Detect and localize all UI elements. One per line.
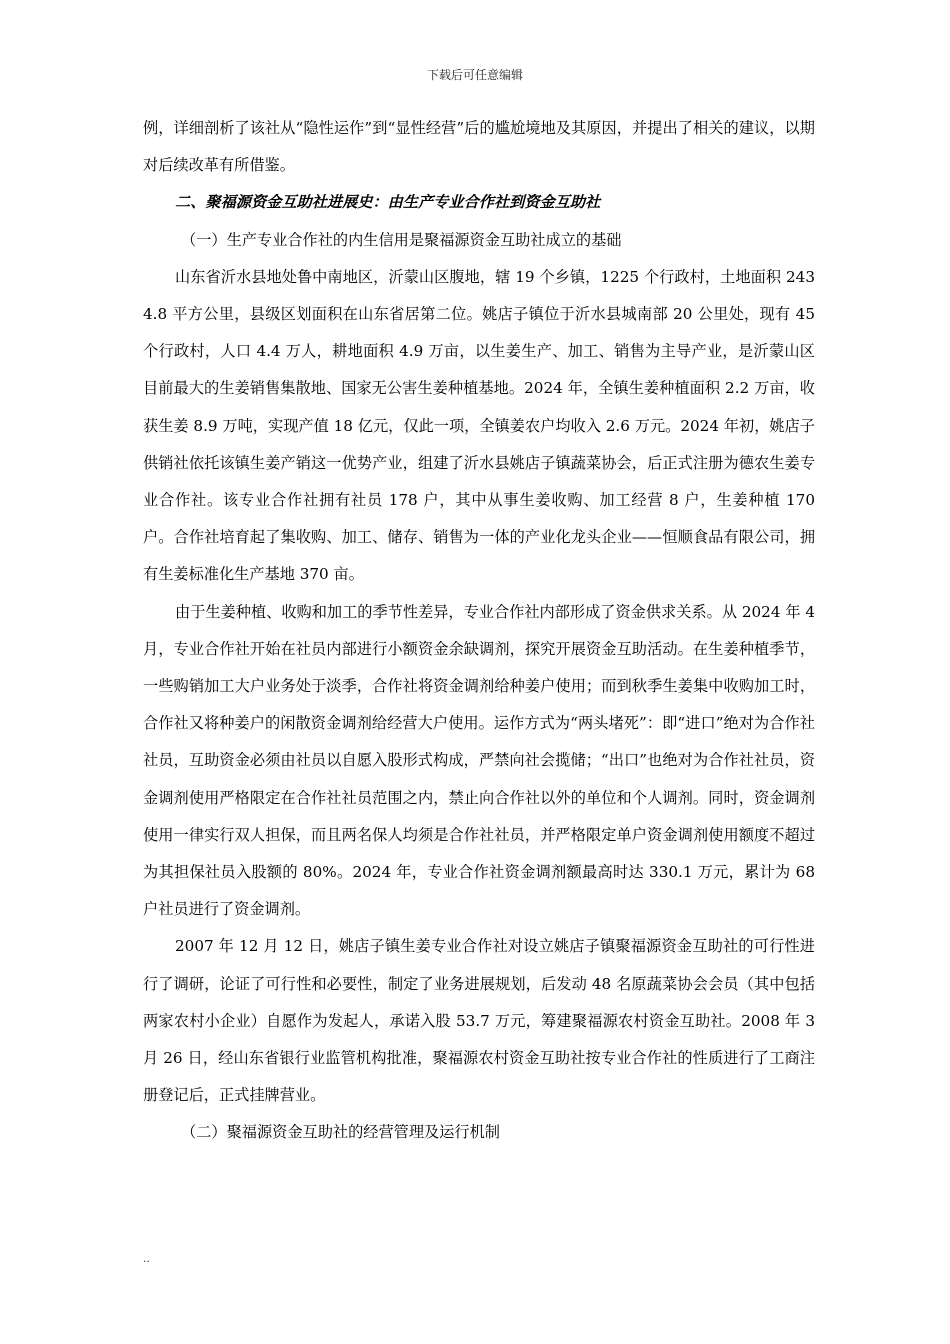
section-heading: 二、聚福源资金互助社进展史：由生产专业合作社到资金互助社	[175, 193, 601, 212]
page-header: 下载后可任意编辑	[426, 68, 523, 82]
subsection-heading-1: （一）生产专业合作社的内生信用是聚福源资金互助社成立的基础	[181, 230, 622, 249]
page-footer: ..	[143, 1252, 150, 1265]
paragraph-county-overview: 山东省沂水县地处鲁中南地区，沂蒙山区腹地，辖 19 个乡镇，1225 个行政村，土地面积 2434.8 平方公里，县级区划面积在山东省居第二位。姚店子镇位于沂水县城南部 20 公里处，现有 45 个行政村，人口 4.4 万人，耕地面积 4.9 万亩，以生姜生产、加工、销售为主导产业，是沂蒙山区目前最大的生姜销售集散地、国家无公害生姜种植基地。2024 年，全镇生姜种植面积 2.2 万亩，收获生姜 8.9 万吨，实现产值 18 亿元，仅此一项，全镇姜农户均收入 2.6 万元。2024 年初，姚店子供销社依托该镇生姜产销这一优势产业，组建了沂水县姚店子镇蔬菜协会，后正式注册为德农生姜专业合作社。该专业合作社拥有社员 178 户，其中从事生姜收购、加工经营 8 户，生姜种植 170 户。合作社培育起了集收购、加工、储存、销售为一体的产业化龙头企业——恒顺食品有限公司，拥有生姜标准化生产基地 370 亩。	[143, 267, 815, 584]
paragraph-fund-adjustment: 由于生姜种植、收购和加工的季节性差异，专业合作社内部形成了资金供求关系。从 2024 年 4 月，专业合作社开始在社员内部进行小额资金余缺调剂，探究开展资金互助活动。在生姜种植季节，一些购销加工大户业务处于淡季，合作社将资金调剂给种姜户使用；而到秋季生姜集中收购加工时，合作社又将种姜户的闲散资金调剂给经营大户使用。运作方式为“两头堵死”：即“进口”绝对为合作社社员，互助资金必须由社员以自愿入股形式构成，严禁向社会揽储；“出口”也绝对为合作社社员，资金调剂使用严格限定在合作社社员范围之内，禁止向合作社以外的单位和个人调剂。同时，资金调剂使用一律实行双人担保，而且两名保人均须是合作社社员，并严格限定单户资金调剂使用额度不超过为其担保社员入股额的 80%。2024 年，专业合作社资金调剂额最高时达 330.1 万元，累计为 68 户社员进行了资金调剂。	[143, 602, 815, 919]
paragraph-establishment: 2007 年 12 月 12 日，姚店子镇生姜专业合作社对设立姚店子镇聚福源资金互助社的可行性进行了调研，论证了可行性和必要性，制定了业务进展规划，后发动 48 名原蔬菜协会会员（其中包括两家农村小企业）自愿作为发起人，承诺入股 53.7 万元，筹建聚福源农村资金互助社。2008 年 3 月 26 日，经山东省银行业监管机构批准，聚福源农村资金互助社按专业合作社的性质进行了工商注册登记后，正式挂牌营业。	[143, 937, 815, 1105]
paragraph-continuation: 例，详细剖析了该社从“隐性运作”到“显性经营”后的尴尬境地及其原因，并提出了相关的建议，以期对后续改革有所借鉴。	[143, 119, 815, 175]
subsection-heading-2: （二）聚福源资金互助社的经营管理及运行机制	[181, 1123, 500, 1142]
document-body	[143, 110, 815, 1152]
